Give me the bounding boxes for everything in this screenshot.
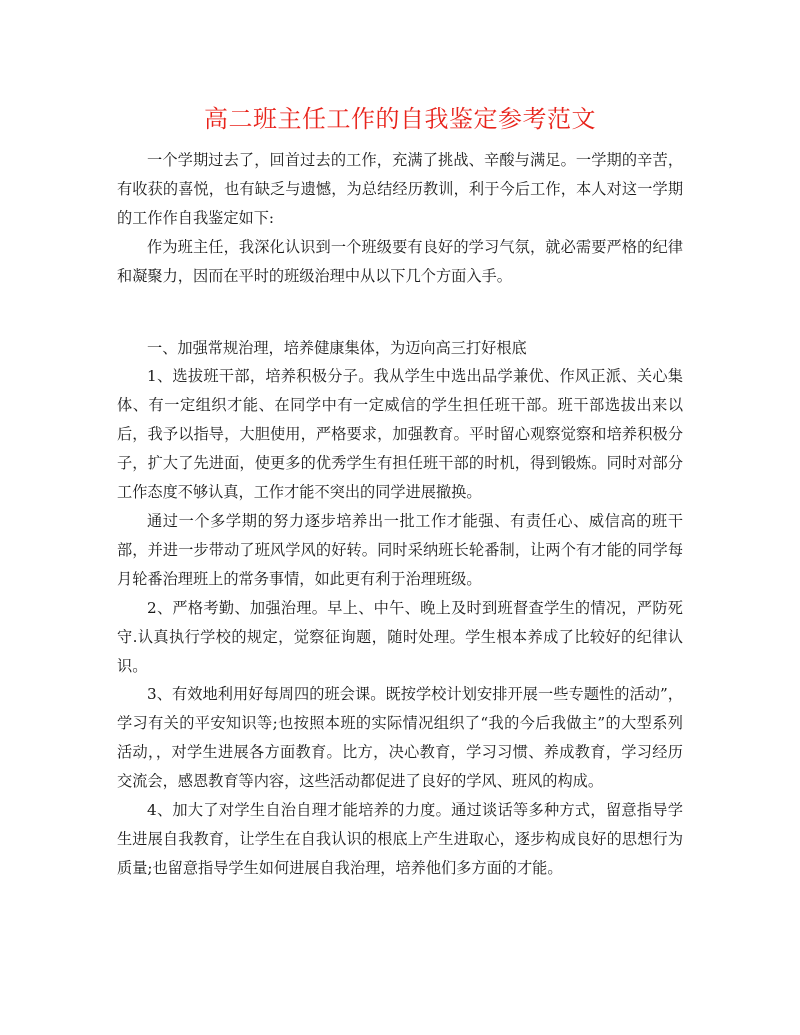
paragraph-item-4: 4、加大了对学生自治自理才能培养的力度。通过谈话等多种方式，留意指导学生进展自我教育，让学生在自我认识的根底上产生进取心，逐步构成良好的思想行为质量;也留意指导学生如何进展自我治理，培养他们多方面的才能。 xyxy=(117,801,683,877)
paragraph-item-1: 1、选拔班干部，培养积极分子。我从学生中选出品学兼优、作风正派、关心集体、有一定组织才能、在同学中有一定威信的学生担任班干部。班干部选拔出来以后，我予以指导，大胆使用，严格要求，加强教育。平时留心观察觉察和培养积极分子，扩大了先进面，使更多的优秀学生有担任班干部的时机，得到锻炼。同时对部分工作态度不够认真，工作才能不突出的同学进展撤换。 xyxy=(117,367,683,502)
paragraph-intro: 一个学期过去了，回首过去的工作，充满了挑战、辛酸与满足。一学期的辛苦，有收获的喜悦，也有缺乏与遗憾，为总结经历教训，利于今后工作，本人对这一学期的工作作自我鉴定如下: xyxy=(117,151,683,227)
section-heading: 一、加强常规治理，培养健康集体，为迈向高三打好根底 xyxy=(147,338,527,357)
paragraph-item-3: 3、有效地利用好每周四的班会课。既按学校计划安排开展一些专题性的活动”，学习有关的平安知识等;也按照本班的实际情况组织了“我的今后我做主”的大型系列活动，，对学生进展各方面教育。比方，决心教育，学习习惯、养成教育，学习经历交流会，感恩教育等内容，这些活动都促进了良好的学风、班风的构成。 xyxy=(117,685,683,791)
document-title: 高二班主任工作的自我鉴定参考范文 xyxy=(204,105,596,133)
paragraph-role: 作为班主任，我深化认识到一个班级要有良好的学习气氛，就必需要严格的纪律和凝聚力，因而在平时的班级治理中从以下几个方面入手。 xyxy=(117,237,683,285)
paragraph-item-2: 2、严格考勤、加强治理。早上、中午、晚上及时到班督查学生的情况，严防死守.认真执行学校的规定，觉察征询题，随时处理。学生根本养成了比较好的纪律认识。 xyxy=(117,598,683,675)
document-body xyxy=(117,146,683,883)
paragraph-item-1-continued: 通过一个多学期的努力逐步培养出一批工作才能强、有责任心、威信高的班干部，并进一步带动了班风学风的好转。同时采纳班长轮番制，让两个有才能的同学每月轮番治理班上的常务事情，如此更有利于治理班级。 xyxy=(117,511,683,588)
